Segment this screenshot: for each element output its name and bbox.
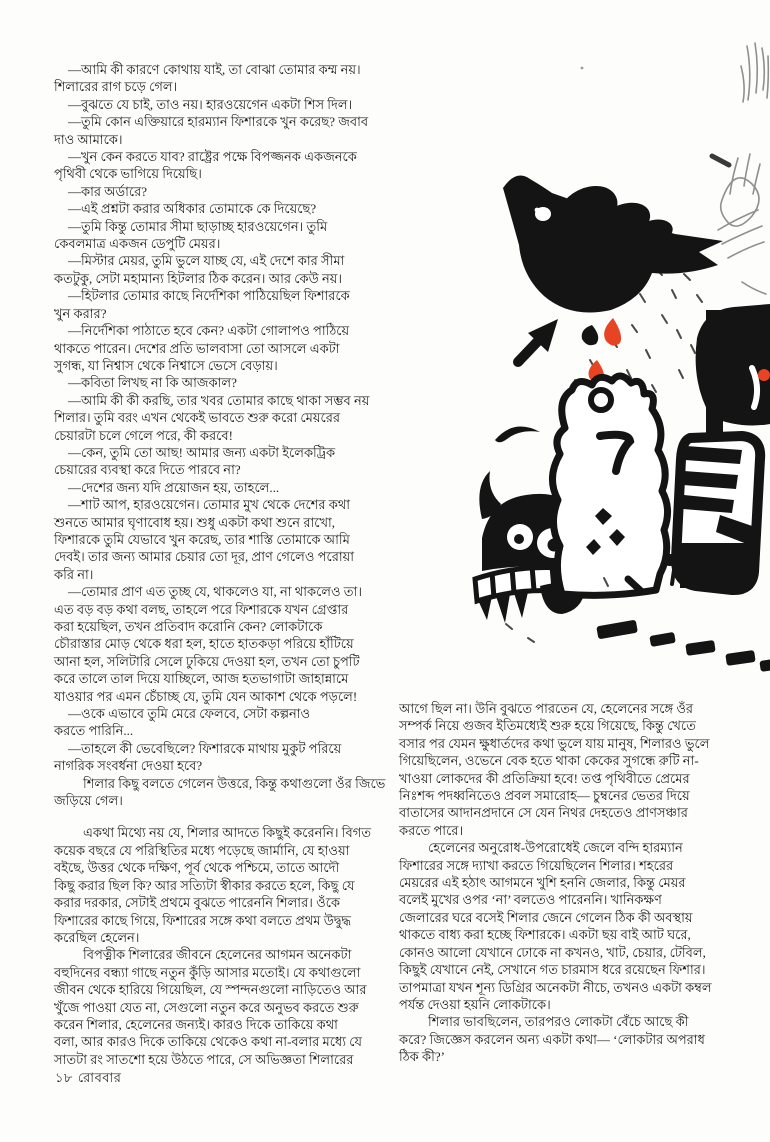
text-line: খুন করার? bbox=[54, 305, 107, 321]
paragraph bbox=[54, 946, 400, 1068]
blood-drops bbox=[582, 318, 621, 383]
paragraph bbox=[54, 740, 400, 775]
text-line: —হিটলার তোমার কাছে নির্দেশিকা পাঠিয়েছিল ফিশারকে bbox=[68, 288, 350, 304]
text-line: বসার পর যেমন ক্ষুধার্তদের কথা ভুলে যায় মানুষ, শিলারও ভুলে bbox=[399, 735, 710, 751]
page-number: ১৮ bbox=[55, 1070, 73, 1085]
text-line: বলেই মুখের ওপর ‘না’ বলতেও পারেননি। খানিকক্ষণ bbox=[399, 892, 662, 908]
text-line: জেলারের ঘরে বসেই শিলার জেনে গেলেন ঠিক কী অবস্থায় bbox=[399, 909, 693, 925]
text-line: দাও আমাকে। bbox=[54, 131, 123, 147]
text-line: করে তালে তাল দিয়ে যাচ্ছিলে, আজ হতভাগাটা জাহান্নামে bbox=[54, 671, 349, 687]
text-line: কেবলমাত্র একজন ডেপুটি মেয়র। bbox=[54, 236, 221, 252]
text-line: যাওয়ার পর এমন চেঁচাচ্ছ যে, তুমি যেন আকাশ থেকে পড়লে! bbox=[54, 688, 358, 704]
text-line: চেয়ারটা চলে গেলে পরে, কী করবে! bbox=[54, 427, 233, 443]
text-line: কয়েক বছরে যে পরিস্থিতির মধ্যে পড়েছে জার্মানি, যে হাওয়া bbox=[54, 842, 350, 858]
text-line: বিপত্নীক শিলারের জীবনে হেলেনের আগমন অনেকটা bbox=[83, 947, 352, 963]
text-line: কোনও আলো যেখানে ঢোকে না কখনও, খাট, চেয়ার, টেবিল, bbox=[399, 944, 706, 960]
text-line: কিছুই যেখানে নেই, সেখানে গত চারমাস ধরে রয়েছেন ফিশার। bbox=[399, 962, 706, 978]
text-line: পর্যন্ত দেওয়া হয়নি লোকটাকে। bbox=[399, 996, 551, 1012]
paragraph bbox=[54, 113, 400, 148]
paragraph bbox=[54, 824, 400, 946]
text-line: করা হয়েছিল, তখন প্রতিবাদ করোনি কেন? লোকটাকে bbox=[54, 619, 323, 634]
text-line: গিয়েছিলেন, ওভেনে বেক হতে থাকা কেকের সুগন্ধে রুটি না- bbox=[399, 753, 699, 769]
paragraph bbox=[54, 583, 400, 705]
text-line: মেয়রের এই হঠাৎ আগমনে খুশি হননি জেলার, কিন্তু মেয়র bbox=[399, 875, 686, 891]
text-line: —খুন কেন করতে যাব? রাষ্ট্রের পক্ষে বিপজ্জনক একজনকে bbox=[68, 149, 357, 165]
text-line: এত বড় বড় কথা বলছ, তাহলে পরে ফিশারকে যখন গ্রেপ্তার bbox=[54, 601, 349, 617]
text-line: খাওয়া লোকদের কী প্রতিক্রিয়া হবে! তপ্ত পৃথিবীতে প্রেমের bbox=[399, 770, 690, 786]
paragraph bbox=[54, 496, 400, 583]
text-line: চৌরাস্তার মোড় থেকে ধরা হল, হাতে হাতকড়া পরিয়ে হাঁটিয়ে bbox=[54, 636, 354, 652]
paragraph bbox=[399, 839, 745, 1013]
text-line: করতে পারিনি... bbox=[54, 723, 134, 739]
paragraph bbox=[54, 444, 400, 479]
text-line: —নির্দেশিকা পাঠাতে হবে কেন? একটা গোলাপও পাঠিয়ে bbox=[68, 323, 350, 339]
text-line: নাগরিক সংবর্ধনা দেওয়া হবে? bbox=[54, 758, 203, 774]
text-line: —তুমি কোন এক্তিয়ারে হারম্যান ফিশারকে খুন করেছ? জবাব bbox=[68, 114, 369, 130]
text-line: শিলার কিছু বলতে গেলেন উত্তরে, কিন্তু কথাগুলো ওঁর জিভে bbox=[83, 775, 386, 791]
text-line: শিলারের রাগ চড়ে গেল। bbox=[54, 79, 178, 95]
right-text-column bbox=[399, 700, 745, 1066]
ink-illustration bbox=[470, 38, 770, 710]
black-bird bbox=[503, 176, 723, 313]
text-line: আনা হল, সলিটারি সেলে ঢুকিয়ে দেওয়া হল, তখন তো চুপটি bbox=[54, 653, 360, 669]
text-line: —আমি কী কী করছি, তার খবর তোমার কাছে থাকা সম্ভব নয় bbox=[68, 392, 370, 408]
text-line: খুঁজে পাওয়া যেত না, সেগুলো নতুন করে অনুভব করতে শুরু bbox=[54, 999, 359, 1015]
text-line: আগে ছিল না। উনি বুঝতে পারতেন যে, হেলেনের সঙ্গে ওঁর bbox=[399, 701, 694, 716]
text-line: বাতাসের আদানপ্রদানে সে যেন নিথর দেহতেও প্রাণসঞ্চার bbox=[399, 805, 688, 821]
paragraph bbox=[54, 218, 400, 253]
paragraph bbox=[54, 374, 400, 391]
text-line: কতটুকু, সেটা মহামান্য হিটলার ঠিক করেন। আর কেউ নয়। bbox=[54, 270, 343, 286]
text-line: শুনতে আমার ঘৃণাবোধ হয়। শুধু একটা কথা শুনে রাখো, bbox=[54, 514, 336, 530]
text-line: —দেশের জন্য যদি প্রয়োজন হয়, তাহলে... bbox=[68, 479, 280, 495]
upward-arrow bbox=[518, 319, 558, 362]
text-line: করেন শিলার, হেলেনের জন্যই। কারও দিকে তাকিয়ে কথা bbox=[54, 1016, 338, 1032]
text-line: শিলার। তুমি বরং এখন থেকেই ভাবতে শুরু করো মেয়রের bbox=[54, 410, 341, 426]
text-line: বহুদিনের বন্ধ্যা গাছে নতুন কুঁড়ি আসার মতোই। যে কথাগুলো bbox=[54, 964, 361, 980]
text-line: হেলেনের অনুরোধ-উপরোধেই জেলে বন্দি হারম্যান bbox=[428, 840, 683, 856]
text-line: থাকতে পারেন। দেশের প্রতি ভালবাসা তো আসলে একটা bbox=[54, 340, 340, 356]
text-line: একথা মিথ্যে নয় যে, শিলার আদতে কিছুই করেননি। বিগত bbox=[83, 825, 371, 841]
text-line: ফিশারের কাছে গিয়ে, ফিশারের সঙ্গে কথা বলতে প্রথম উদ্বুদ্ধ bbox=[54, 912, 352, 928]
left-text-column bbox=[54, 61, 400, 1068]
text-line: পৃথিবী থেকে ভাগিয়ে দিয়েছি। bbox=[54, 166, 202, 182]
text-line: —শাট আপ, হারওয়েগেন। তোমার মুখ থেকে দেশের কথা bbox=[68, 497, 351, 513]
paragraph bbox=[399, 700, 745, 839]
paragraph bbox=[54, 252, 400, 287]
paragraph bbox=[399, 1013, 745, 1065]
text-line: করে? জিজ্ঞেস করলেন অন্য একটা কথা— ‘লোকটার অপরাধ bbox=[399, 1031, 705, 1047]
text-line: জড়িয়ে গেল। bbox=[54, 793, 123, 809]
paragraph bbox=[54, 322, 400, 374]
paragraph bbox=[54, 96, 400, 113]
page-footer bbox=[55, 1069, 126, 1090]
text-line: —মিস্টার মেয়র, তুমি ভুলে যাচ্ছ যে, এই দেশে কার সীমা bbox=[68, 253, 345, 269]
text-line: —কার অর্ডারে? bbox=[68, 183, 148, 199]
paragraph bbox=[54, 479, 400, 496]
text-line: জীবন থেকে হারিয়ে গিয়েছিল, যে স্পন্দনগুলো নাড়িতেও আর bbox=[54, 982, 367, 998]
text-line: সুগন্ধ, যা নিশ্বাস থেকে নিশ্বাসে ভেসে বেড়ায়। bbox=[54, 357, 278, 373]
paragraph bbox=[54, 61, 400, 78]
paragraph bbox=[54, 148, 400, 183]
text-line: —তোমার প্রাণ এত তুচ্ছ যে, থাকলেও যা, না থাকলেও তা। bbox=[68, 584, 362, 600]
text-line: ফিশারের সঙ্গে দ্যাখা করতে গিয়েছিলেন শিলার। শহরের bbox=[399, 857, 674, 873]
text-line: শিলার ভাবছিলেন, তারপরও লোকটা বেঁচে আছে কী bbox=[428, 1014, 689, 1030]
text-line: করি না। bbox=[54, 566, 94, 582]
text-line: বলা, আর কারও দিকে তাকিয়ে থেকেও কথা না-বলার মধ্যে যে bbox=[54, 1034, 363, 1050]
text-line: —তুমি কিন্তু তোমার সীমা ছাড়াচ্ছ হারওয়েগেন। তুমি bbox=[68, 218, 328, 234]
paragraph bbox=[54, 78, 400, 95]
paragraph bbox=[54, 287, 400, 322]
paragraph bbox=[54, 775, 400, 810]
text-line: তাপমাত্রা যখন শূন্য ডিগ্রির অনেকটা নীচে, তখনও একটা কম্বল bbox=[399, 979, 712, 995]
text-line: চেয়ারের ব্যবস্থা করে দিতে পারবে না? bbox=[54, 462, 241, 478]
text-line: সাতটা রং সাতশো হয়ে উঠতে পারে, সে অভিজ্ঞতা শিলারের bbox=[54, 1051, 354, 1067]
text-line: —আমি কী কারণে কোথায় যাই, তা বোঝা তোমার কম্ম নয়। bbox=[68, 62, 361, 77]
magazine-name: রোববার bbox=[77, 1070, 122, 1085]
text-line: —কবিতা লিখছ না কি আজকাল? bbox=[68, 375, 237, 391]
text-line: দেবই। তার জন্য আমার চেয়ার তো দূর, প্রাণ গেলেও পরোয়া bbox=[54, 549, 355, 565]
text-line: —ওকে এভাবে তুমি মেরে ফেলবে, সেটা কল্পনাও bbox=[68, 706, 311, 722]
paragraph bbox=[54, 392, 400, 444]
text-line: —বুঝতে যে চাই, তাও নয়। হারওয়েগেন একটা শিস দিল। bbox=[68, 96, 353, 112]
text-line: করার দরকার, সেটাই প্রথমে বুঝতে পারেননি শিলার। ওঁকে bbox=[54, 895, 341, 911]
text-line: —এই প্রশ্নটা করার অধিকার তোমাকে কে দিয়েছে? bbox=[68, 201, 317, 217]
text-line: ঠিক কী?’ bbox=[399, 1049, 445, 1065]
text-line: —কেন, তুমি তো আছ! আমার জন্য একটা ইলেকট্রিক bbox=[68, 444, 336, 460]
paragraph bbox=[54, 705, 400, 740]
text-line: করতে পারে। bbox=[399, 822, 464, 838]
text-line: —তাহলে কী ভেবেছিলে? ফিশারকে মাথায় মুকুট পরিয়ে bbox=[68, 740, 342, 756]
text-line: ফিশারকে তুমি যেভাবে খুন করেছ, তার শাস্তি তোমাকে আমি bbox=[54, 531, 350, 547]
text-line: বইছে, উত্তর থেকে দক্ষিণ, পূর্ব থেকে পশ্চিমে, তাতে আদৌ bbox=[54, 860, 340, 876]
crumpled-sack-outline bbox=[552, 376, 667, 595]
text-line: নিঃশব্দ পদধ্বনিতেও প্রবল সমারোহ— চুম্বনের ভেতর দিয়ে bbox=[399, 788, 690, 804]
paragraph bbox=[54, 200, 400, 217]
paragraph bbox=[54, 183, 400, 200]
text-line: কিছু করার ছিল কি? আর সত্যিটা স্বীকার করতে হলে, কিছু যে bbox=[54, 877, 355, 893]
text-line: থাকতে বাধ্য করা হচ্ছে ফিশারকে। একটা ছয় বাই আট ঘরে, bbox=[399, 927, 691, 943]
dashed-trail bbox=[596, 620, 770, 672]
text-line: করেছিল হেলেন। bbox=[54, 929, 140, 945]
text-line: সম্পর্ক নিয়ে গুজব ইতিমধ্যেই শুরু হয়ে গিয়েছে, কিন্তু খেতে bbox=[399, 718, 696, 734]
